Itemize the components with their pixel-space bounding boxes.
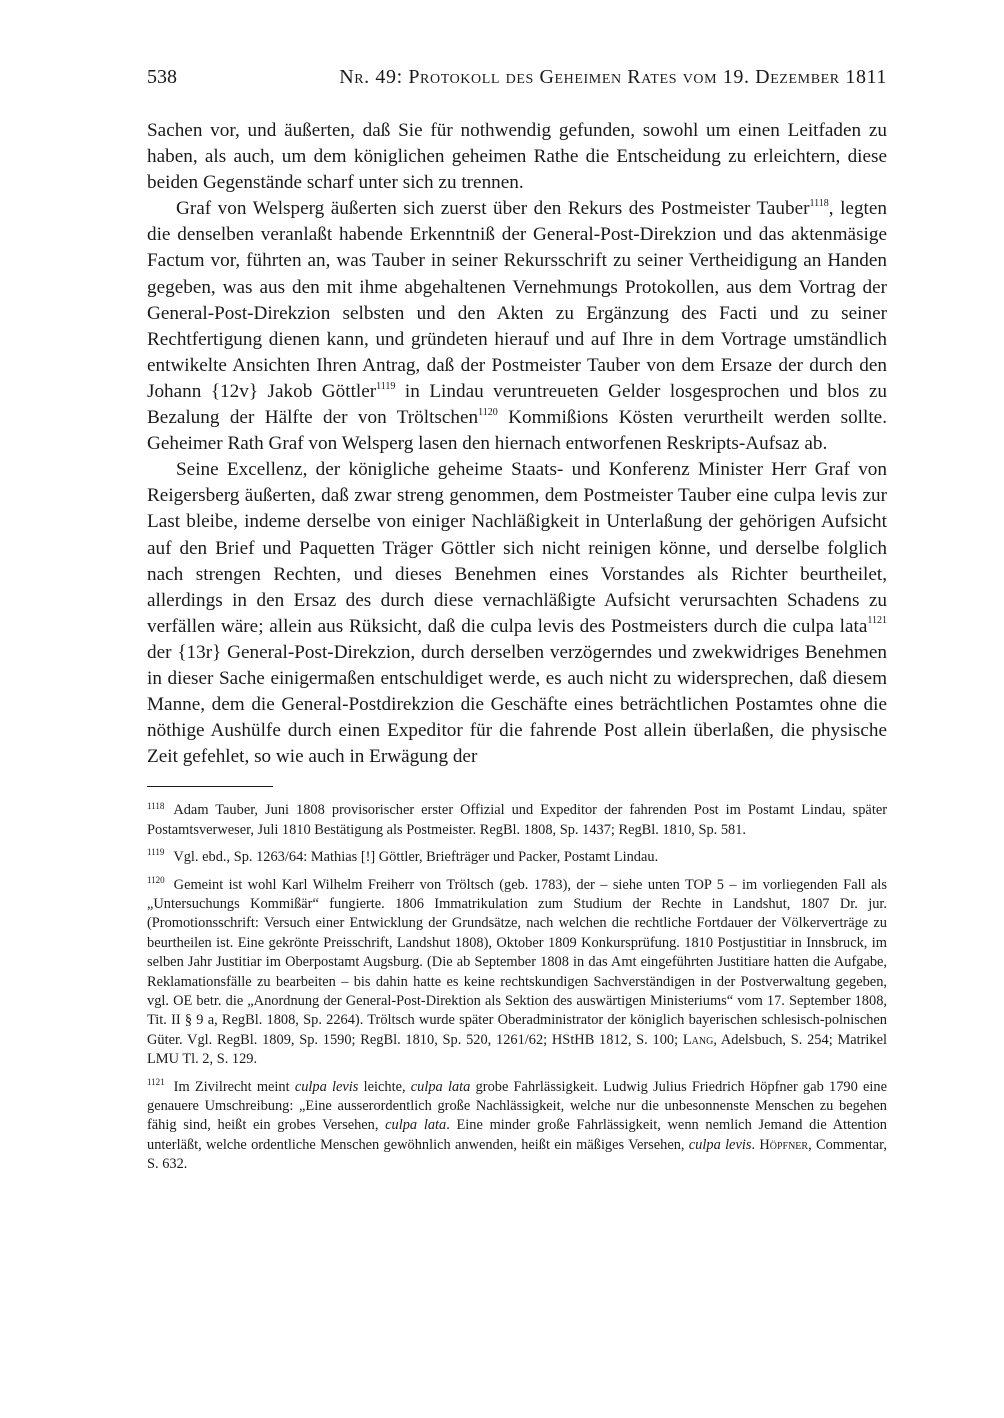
footnote-text: , Adelsbuch, S. 254; Matrikel LMU Tl. 2, S. 129. xyxy=(147,1031,887,1068)
footnote-text: leichte, xyxy=(363,1078,406,1095)
footnote-text: . Eine minder große Fahrlässigkeit, wenn nemlich Jemand die Attention unterläßt, welche ordentliche Menschen gewöhnlich anwenden, heißt ein mäßiges Versehen, xyxy=(147,1117,887,1153)
running-title: Nr. 49: Protokoll des Geheimen Rates vom 19. Dezember 1811 xyxy=(339,66,887,88)
footnote-text: Vgl. ebd., Sp. 1263/64: Mathias [!] Göttler, Briefträger und Packer, Postamt Lindau. xyxy=(173,849,659,866)
footnote-term: culpa levis xyxy=(294,1078,359,1095)
footnote-1120 xyxy=(147,876,887,1070)
footnote-ref-1119[interactable]: 1119 xyxy=(376,380,396,392)
footnote-term: culpa levis xyxy=(688,1136,752,1153)
paragraph-3-text-b: der {13r} General-Post-Direkzion, durch derselben verzögerndes und zwekwidriges Benehmen in dieser Sache einigermaßen entschuldiget werde, es auch nicht zu widersprechen, daß diesem Manne, dem die General-Postdirekzion die Geschäfte eines beträchtlichen Postamtes ohne die nöthige Aushülfe durch einen Expeditor für die fahrende Post allein überlaßen, die physische Zeit gefehlet, so wie auch in Erwägung der xyxy=(147,641,887,768)
paragraph-1-text: Sachen vor, und äußerten, daß Sie für nothwendig gefunden, sowohl um einen Leitfaden zu haben, als auch, um dem königlichen geheimen Rathe die Entscheidung zu erleichtern, diese beiden Gegenstände scharf unter sich zu trennen. xyxy=(147,120,887,194)
footnote-1119 xyxy=(147,848,887,867)
running-head xyxy=(147,62,887,92)
footnote-number: 1120 xyxy=(147,874,165,885)
footnote-text: Adam Tauber, Juni 1808 provisorischer erster Offizial und Expeditor der fahrenden Post im Postamt Lindau, später Postamtsverweser, Juli 1810 Bestätigung als Postmeister. RegBl. 1808, Sp. 1437; RegBl. 1810, Sp. 581. xyxy=(147,802,887,838)
footnote-number: 1118 xyxy=(147,800,165,811)
paragraph-1 xyxy=(147,118,887,196)
footnotes xyxy=(147,801,887,1174)
footnote-author: Höpfner xyxy=(759,1136,809,1153)
paragraph-2-text-d: Kommißions Kösten verurtheilt werden sollte. Geheimer Rath Graf von Welsperg lasen den hiernach entworfenen Reskripts-Aufsaz ab. xyxy=(147,407,887,455)
page-number: 538 xyxy=(147,66,177,88)
footnote-number: 1121 xyxy=(147,1076,165,1087)
paragraph-2-text-a: Graf von Welsperg äußerten sich zuerst über den Rekurs des Postmeister Tauber xyxy=(176,198,810,220)
footnote-text: grobe Fahrlässigkeit. Ludwig Julius Friedrich Höpfner gab 1790 eine genauere Umschreibung: „Eine ausserordentlich große Nachlässigkeit, welche nur die unbesonnenste Menschen zu begehen fähig sind, heißt ein grobes Versehen, xyxy=(147,1078,887,1134)
main-text xyxy=(147,118,887,770)
footnote-text: Im Zivilrecht meint xyxy=(173,1078,290,1095)
paragraph-3-text-a: Seine Excellenz, der königliche geheime Staats- und Konferenz Minister Herr Graf von Reigersberg äußerten, daß zwar streng genommen, dem Postmeister Tauber eine culpa levis zur Last bleibe, indeme derselbe von einiger Nachläßigkeit in Unterlaßung der gehörigen Aufsicht auf den Brief und Paquetten Träger Göttler sich nicht reinigen könne, und derselbe folglich nach strengen Rechten, und dieses Benehmen eines Vorstandes als Richter beurtheilet, allerdings in den Ersaz des durch diese vernachläßigte Aufsicht verursachten Schadens zu verfällen wäre; allein aus Rüksicht, daß die culpa levis des Postmeisters durch die culpa lata xyxy=(147,459,887,637)
footnote-ref-1121[interactable]: 1121 xyxy=(867,615,887,627)
footnote-ref-1118[interactable]: 1118 xyxy=(809,197,829,209)
paragraph-3 xyxy=(147,457,887,770)
paragraph-2-text-c: in Lindau veruntreueten Gelder losgesprochen und blos zu Bezalung der Hälfte der von Tröltschen xyxy=(147,380,887,429)
footnote-text: . xyxy=(751,1136,756,1153)
footnote-ref-1120[interactable]: 1120 xyxy=(478,406,498,418)
footnote-term: culpa lata xyxy=(410,1078,471,1095)
footnote-1121 xyxy=(147,1078,887,1175)
footnote-text: , Commentar, S. 632. xyxy=(147,1136,887,1173)
footnote-text: Gemeint ist wohl Karl Wilhelm Freiherr von Tröltsch (geb. 1783), der – siehe unten TOP 5 – im vorliegenden Fall als „Untersuchungs Kommißär“ fungierte. 1806 Immatrikulation zum Studium der Rechte in Landshut, 1807 Dr. jur. (Promotionsschrift: Versuch einer Entwicklung der Grundsätze, nach welchen die rechtliche Fortdauer der Völkerverträge zu beurtheilen ist. Eine gekrönte Preisschrift, Landshut 1808), Oktober 1809 Konkursprüfung. 1810 Postjustitiar in Innsbruck, im selben Jahr Justitiar im Oberpostamt Augsburg. (Die ab September 1808 in das Amt eingeführten Justitiare hatten die Aufgabe, Reklamationsfälle zu bearbeiten – bis dahin hatte es keine rechtskundigen Sachverständigen in der Postverwaltung gegeben, vgl. OE betr. die „Anordnung der General-Post-Direktion als Sektion des auswärtigen Ministeriums“ vom 17. September 1808, Tit. II § 9 a, RegBl. 1808, Sp. 2264). Tröltsch wurde später Oberadministrator der königlich bayerischen schlesisch-polnischen Güter. Vgl. RegBl. 1809, Sp. 1590; RegBl. 1810, Sp. 520, 1261/62; HStHB 1812, S. 100; xyxy=(147,876,887,1048)
footnote-1118 xyxy=(147,801,887,840)
footnote-separator xyxy=(147,786,273,787)
footnote-author: Lang xyxy=(682,1031,714,1048)
footnote-term: culpa lata xyxy=(385,1117,447,1134)
paragraph-2 xyxy=(147,196,887,457)
footnote-number: 1119 xyxy=(147,847,165,858)
paragraph-2-text-b: , legten die denselben veranlaßt habende Erkenntniß der General-Post-Direkzion und das aktenmäsige Factum vor, führten an, was Tauber in seiner Rekursschrift zu seiner Vertheidigung an Handen gegeben, was aus den mit ihme abgehaltenen Vernehmungs Protokollen, aus dem Vortrag der General-Post-Direkzion selbsten und den Akten zu Ergänzung des Facti und zu seiner Rechtfertigung dienen kann, und gründeten hierauf und auf Ihre in dem Vortrage umständlich entwikelte Ansichten Ihren Antrag, daß der Postmeister Tauber von dem Ersaze der durch den Johann {12v} Jakob Göttler xyxy=(147,198,887,402)
book-page xyxy=(147,62,887,1183)
